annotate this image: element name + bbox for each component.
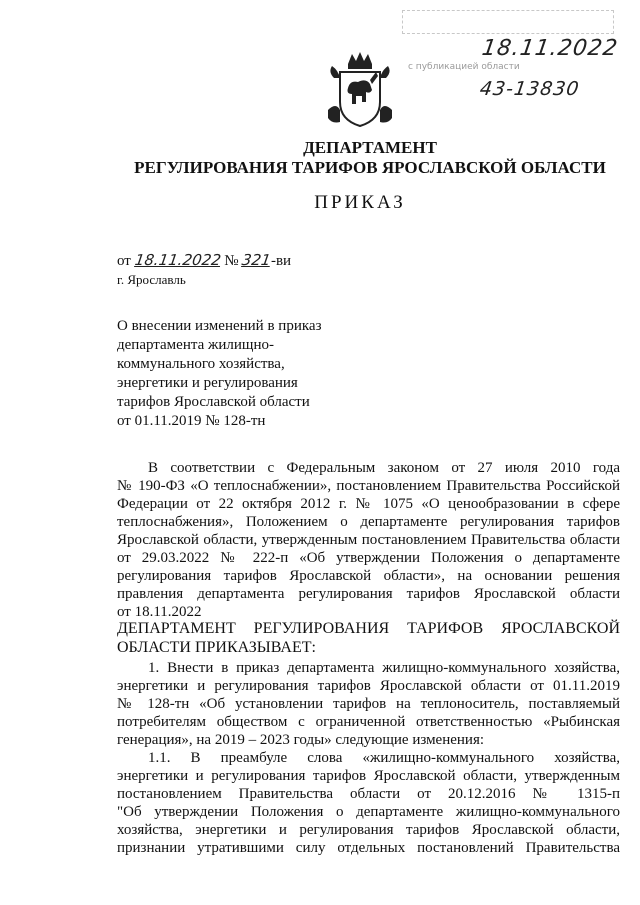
body-text-line: 1.1. В преамбуле слова «жилищно-коммунального хозяйства, [148, 750, 620, 766]
order-title: ПРИКАЗ [314, 192, 406, 213]
department-title-line2: РЕГУЛИРОВАНИЯ ТАРИФОВ ЯРОСЛАВСКОЙ ОБЛАСТИ [134, 158, 606, 177]
body-text-line: 1. Внести в приказ департамента жилищно-коммунального хозяйства, [148, 660, 620, 676]
subject-line: энергетики и регулирования [117, 375, 298, 391]
city-label: г. Ярославль [117, 272, 186, 287]
body-text-line: В соответствии с Федеральным законом от 27 июля 2010 года [148, 460, 620, 476]
stamp-header-box [402, 10, 614, 34]
subject-line: О внесении изменений в приказ [117, 318, 322, 334]
order-date-number-line [117, 251, 291, 270]
body-text-line: "Об утверждении Положения о департаменте жилищно-коммунального [117, 804, 620, 820]
body-text-line: энергетики и регулирования тарифов Ярославской области от 01.11.2019 [117, 678, 620, 694]
stamp-number: 43-13830 [478, 78, 582, 100]
body-text-line: постановлением Правительства области от 20.12.2016 № 1315-п [117, 786, 620, 802]
body-text-line: Федерации от 22 октября 2012 г. № 1075 «О ценообразовании в сфере [117, 496, 620, 512]
body-text-line: теплоснабжения», Положением о департаменте регулирования тарифов [117, 514, 620, 530]
subject-line: коммунального хозяйства, [117, 356, 285, 372]
handwritten-order-date: 18.11.2022 [133, 251, 222, 269]
coat-of-arms-emblem [326, 50, 394, 130]
body-text-line: от 29.03.2022 № 222-п «Об утверждении Положения о департаменте [117, 550, 620, 566]
stamp-subtitle: с публикацией области [408, 62, 520, 72]
body-text-line: № 128-тн «Об установлении тарифов на теплоноситель, поставляемый [117, 696, 620, 712]
body-text-line: потребителям обществом с ограниченной ответственностью «Рыбинская [117, 714, 620, 730]
body-text-line: признании утратившими силу отдельных постановлений Правительства [117, 840, 620, 856]
order-number-suffix: -ви [270, 253, 292, 269]
body-text-line: № 190-ФЗ «О теплоснабжении», постановлением Правительства Российской [117, 478, 620, 494]
subject-line: тарифов Ярославской области [117, 394, 310, 410]
body-text-line: генерация», на 2019 – 2023 годы» следующие изменения: [117, 732, 485, 748]
department-title-line1: ДЕПАРТАМЕНТ [303, 138, 437, 157]
subject-line: департамента жилищно- [117, 337, 274, 353]
orders-heading-line2: ОБЛАСТИ ПРИКАЗЫВАЕТ: [117, 639, 316, 656]
registration-stamp [402, 6, 620, 106]
stamp-date: 18.11.2022 [480, 36, 620, 61]
body-text-line: энергетики и регулирования тарифов Ярославской области, утвержденным [117, 768, 620, 784]
handwritten-order-number: 321 [241, 251, 273, 269]
from-label: от [117, 253, 131, 269]
body-text-line: хозяйства, энергетики и регулирования тарифов Ярославской области, [117, 822, 620, 838]
number-label: № [224, 253, 239, 269]
body-text-line: от 18.11.2022 [117, 604, 202, 620]
body-text-line: Ярославской области, утвержденным постановлением Правительства области [117, 532, 620, 548]
body-text-line: регулирования тарифов Ярославской области», на основании решения [117, 568, 620, 584]
body-text-line: правления департамента регулирования тарифов Ярославской области [117, 586, 620, 602]
orders-heading-line1: ДЕПАРТАМЕНТ РЕГУЛИРОВАНИЯ ТАРИФОВ ЯРОСЛАВСКОЙ [117, 620, 620, 637]
subject-line: от 01.11.2019 № 128-тн [117, 413, 266, 429]
